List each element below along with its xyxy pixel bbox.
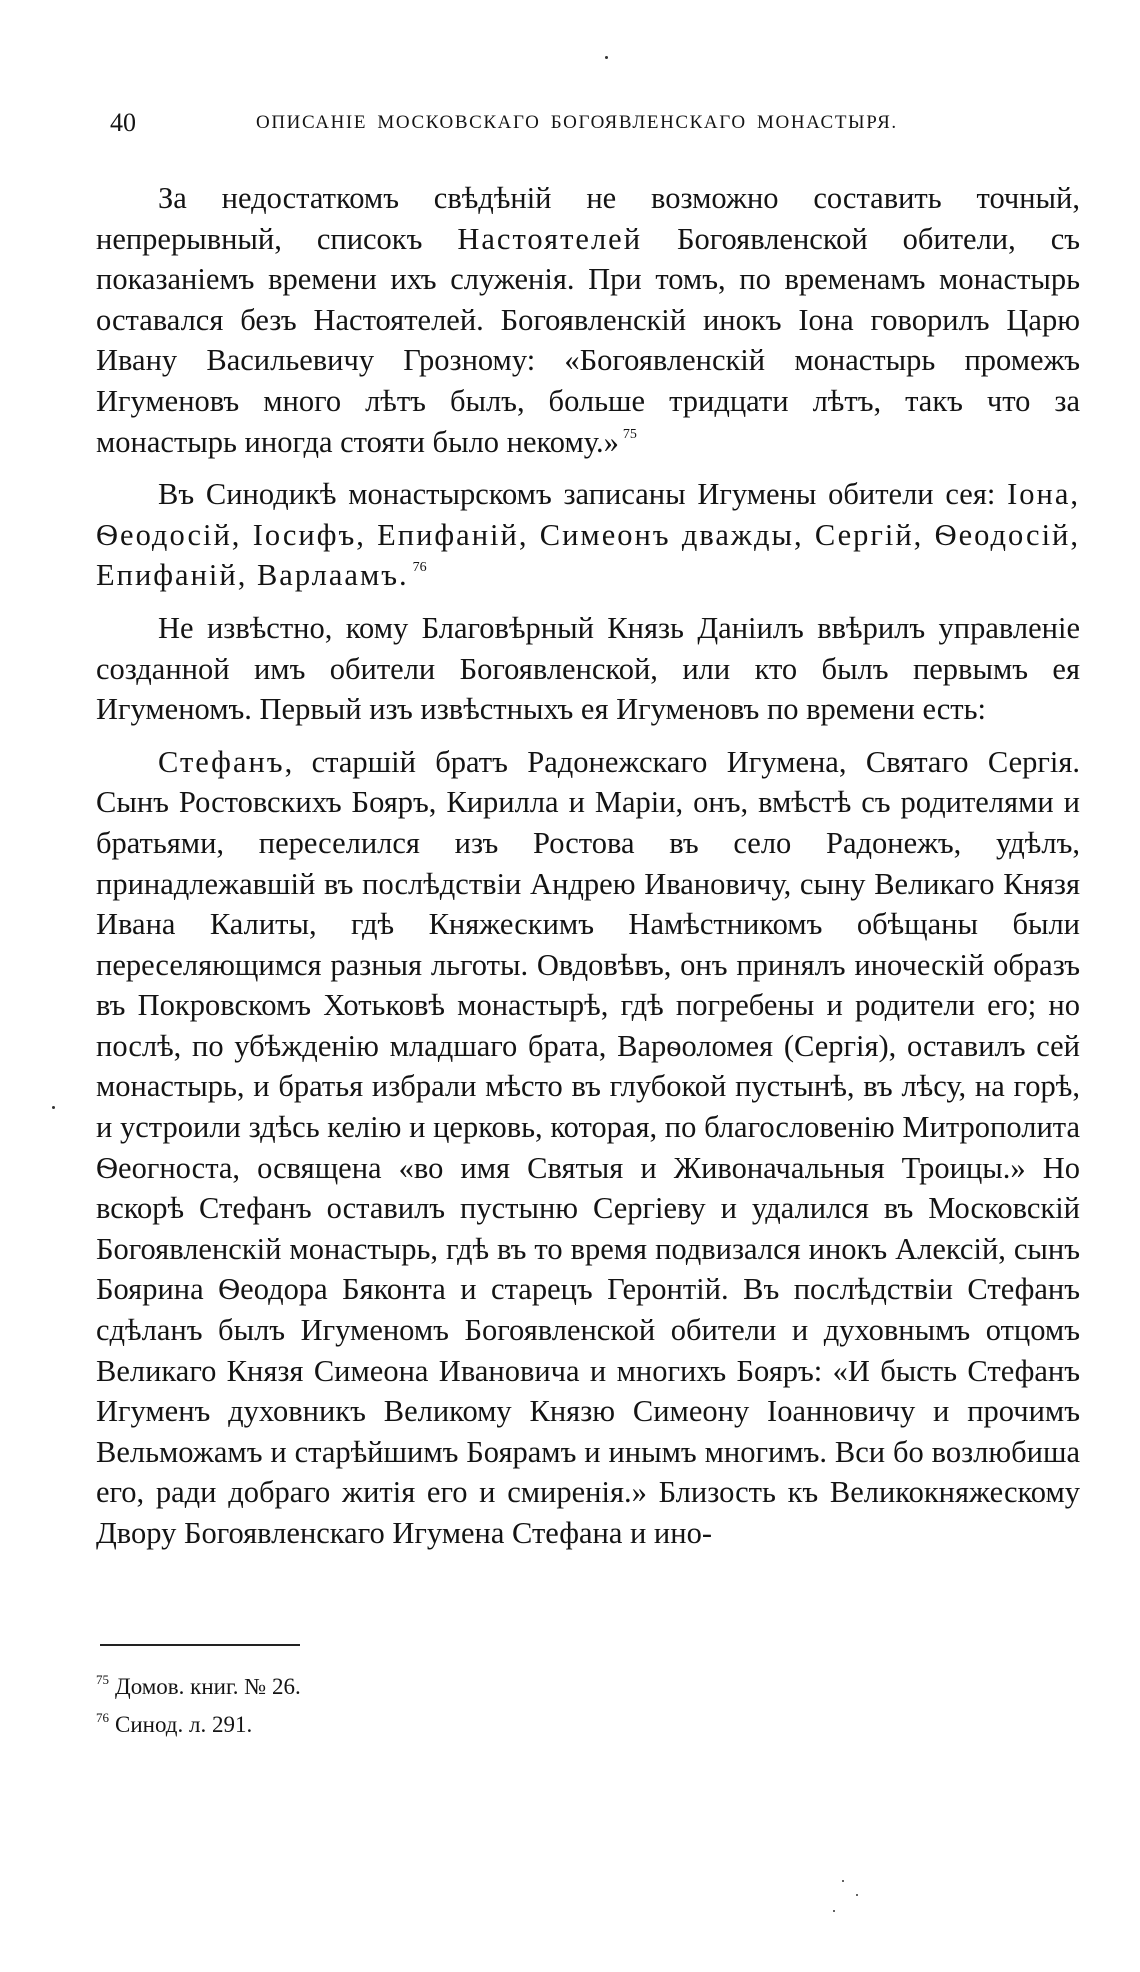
footnote-76 [96, 1706, 796, 1744]
footnote-75 [96, 1668, 796, 1706]
footnote-text: Синод. л. 291. [115, 1712, 253, 1737]
abbots-list: Іона, Ѳеодосій, Іосифъ, Епифаній, Симеонъ дважды, Сергій, Ѳеодосій, Епифаній, Варлаамъ. [96, 477, 1080, 593]
paragraph-4-text: , старшій братъ Радонежскаго Игумена, Святаго Сергія. Сынъ Ростовскихъ Бояръ, Кирилла и Маріи, онъ, вмѣстѣ съ родителями и братьями, переселился изъ Ростова въ село Радонежъ, удѣлъ, принадлежавшій въ послѣдствіи Андрею Ивановичу, сыну Великаго Князя Ивана Калиты, гдѣ Княжескимъ Намѣстникомъ обѣщаны были переселяющимся разныя льготы. Овдовѣвъ, онъ принялъ иноческій образъ въ Покровскомъ Хотьковѣ монастырѣ, гдѣ погребены и родители его; но послѣ, по убѣжденію младшаго брата, Варѳоломея (Сергія), оставилъ сей монастырь, и братья избрали мѣсто въ глубокой пустынѣ, въ лѣсу, на горѣ, и устроили здѣсь келію и церковь, которая, по благословенію Митрополита Ѳеогноста, освящена «во имя Святыя и Живоначальныя Троицы.» Но вскорѣ Стефанъ оставилъ пустыню Сергіеву и удалился въ Московскій Богоявленскій монастырь, гдѣ въ то время подвизался инокъ Алексій, сынъ Боярина Ѳеодора Бяконта и старецъ Геронтій. Въ послѣдствіи Стефанъ сдѣланъ былъ Игуменомъ Богоявленской обители и духовнымъ отцомъ Великаго Князя Симеона Ивановича и многихъ Бояръ: «И бысть Стефанъ Игуменъ духовникъ Великому Князю Симеону Іоанновичу и прочимъ Вельможамъ и старѣйшимъ Боярамъ и инымъ многимъ. Вси бо возлюбиша его, ради добраго житія его и смиренія.» Близость къ Великокняжескому Двору Богоявленскаго Игумена Стефана и ино- [96, 744, 1080, 1550]
footnote-divider [100, 1644, 300, 1646]
print-speck [842, 1880, 844, 1882]
print-speck [856, 1894, 858, 1896]
running-head [96, 108, 1026, 144]
running-title: ОПИСАНІЕ МОСКОВСКАГО БОГОЯВЛЕНСКАГО МОНАСТЫРЯ. [256, 112, 898, 133]
footnote-ref-75[interactable]: 75 [622, 426, 637, 442]
paragraph-2-text: Въ Синодикѣ монастырскомъ записаны Игумены обители сея: [158, 477, 1008, 512]
footnote-number: 75 [96, 1672, 109, 1687]
page-number: 40 [110, 108, 136, 137]
footnote-number: 76 [96, 1710, 109, 1725]
emphasis-stefan: Стефанъ [158, 744, 285, 779]
paragraph-1-text-cont: Богоявленской обители, съ показаніемъ времени ихъ служенія. При томъ, по временамъ монастырь оставался безъ Настоятелей. Богоявленскій инокъ Іона говорилъ Царю Ивану Васильевичу Грозному: «Богоявленскій монастырь промежъ Игуменовъ много лѣтъ былъ, больше тридцати лѣтъ, такъ что за монастырь иногда стояти было некому.» [96, 221, 1081, 459]
footnotes [96, 1668, 796, 1744]
print-speck [833, 1910, 835, 1912]
print-speck [605, 56, 608, 59]
footnote-ref-76[interactable]: 76 [412, 560, 427, 576]
paragraph-3: Не извѣстно, кому Благовѣрный Князь Даніилъ ввѣрилъ управленіе созданной имъ обители Богоявленской, или кто былъ первымъ ея Игуменомъ. Первый изъ извѣстныхъ ея Игуменовъ по времени есть: [96, 610, 1080, 727]
print-speck [52, 1106, 55, 1109]
body-text [96, 178, 1080, 1554]
paragraph-2 [96, 474, 1080, 596]
emphasis-nastoyateley: Настоятелей [457, 221, 643, 256]
paragraph-1-text: За недостаткомъ свѣдѣній не возможно составить точный, непрерывный, списокъ [96, 181, 1080, 256]
paragraph-1 [96, 178, 1080, 462]
footnote-text: Домов. книг. № 26. [115, 1674, 301, 1699]
paragraph-4 [96, 742, 1080, 1554]
